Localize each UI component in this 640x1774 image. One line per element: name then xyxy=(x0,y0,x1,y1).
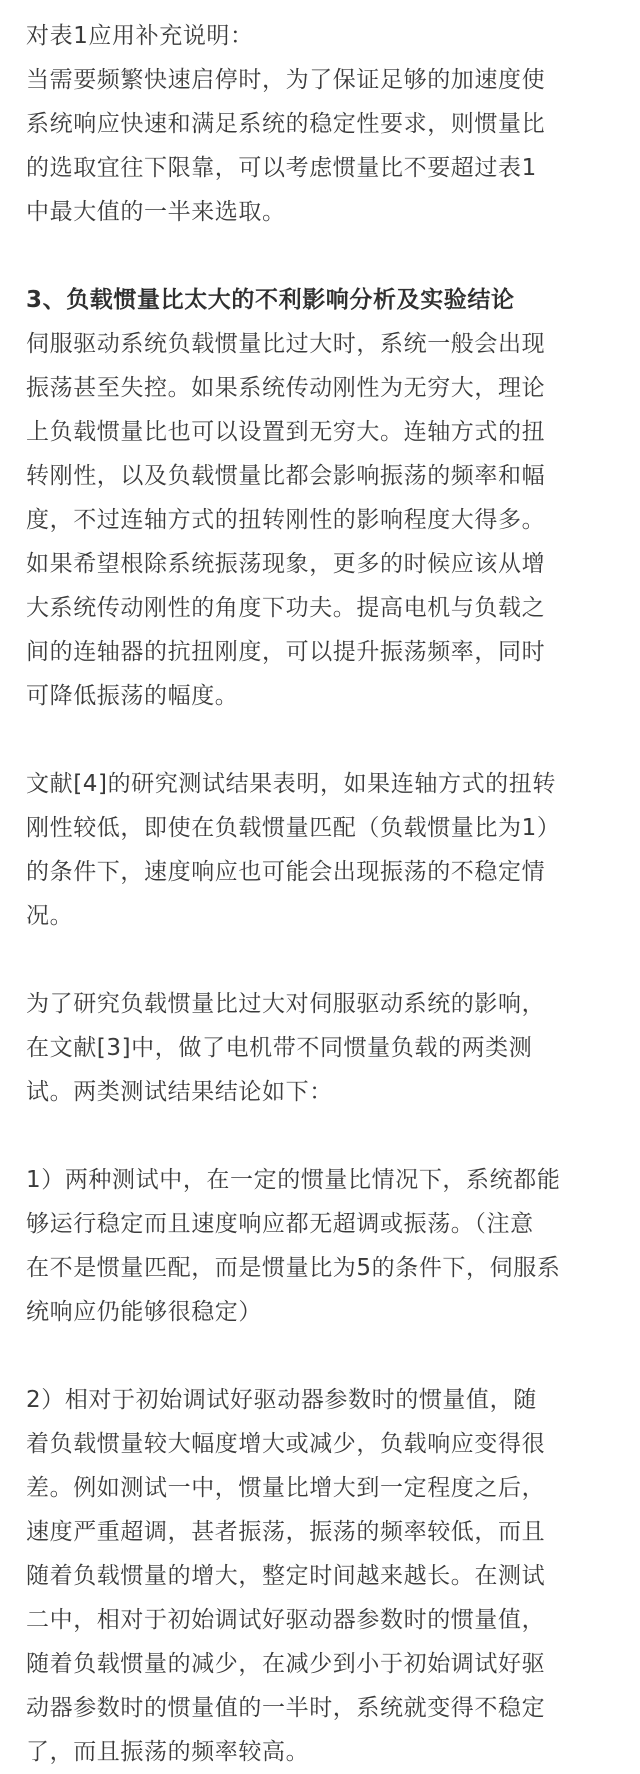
text-line: 刚性较低，即使在负载惯量匹配（负载惯量比为1） xyxy=(26,815,561,841)
text-line: 动器参数时的惯量值的一半时，系统就变得不稳定 xyxy=(26,1695,546,1721)
paragraph-gap xyxy=(26,938,626,982)
conclusion-1 xyxy=(26,1158,626,1334)
reference-3-paragraph xyxy=(26,982,626,1114)
text-line: 间的连轴器的抗扭刚度，可以提升振荡频率，同时 xyxy=(26,639,546,665)
text-line: 1）两种测试中，在一定的惯量比情况下，系统都能 xyxy=(26,1167,561,1193)
reference-4-paragraph xyxy=(26,762,626,938)
text-line: 度，不过连轴方式的扭转刚性的影响程度大得多。 xyxy=(26,507,546,533)
text-line: 随着负载惯量的增大，整定时间越来越长。在测试 xyxy=(26,1563,546,1589)
text-line: 况。 xyxy=(26,903,74,929)
text-line: 的条件下，速度响应也可能会出现振荡的不稳定情 xyxy=(26,859,546,885)
text-line: 统响应仍能够很稳定） xyxy=(26,1299,262,1325)
text-line: 大系统传动刚性的角度下功夫。提高电机与负载之 xyxy=(26,595,546,621)
text-line: 可降低振荡的幅度。 xyxy=(26,683,239,709)
text-line: 速度严重超调，甚者振荡，振荡的频率较低，而且 xyxy=(26,1519,546,1545)
text-line: 转刚性，以及负载惯量比都会影响振荡的频率和幅 xyxy=(26,463,546,489)
text-line: 如果希望根除系统振荡现象，更多的时候应该从增 xyxy=(26,551,546,577)
text-line: 在文献[3]中，做了电机带不同惯量负载的两类测 xyxy=(26,1035,533,1061)
text-line: 随着负载惯量的减少，在减少到小于初始调试好驱 xyxy=(26,1651,546,1677)
text-line: 伺服驱动系统负载惯量比过大时，系统一般会出现 xyxy=(26,331,546,357)
paragraph-gap xyxy=(26,234,626,278)
text-line: 2）相对于初始调试好驱动器参数时的惯量值，随 xyxy=(26,1387,537,1413)
paragraph-gap xyxy=(26,1334,626,1378)
text-line: 试。两类测试结果结论如下： xyxy=(26,1079,333,1105)
supplement-note xyxy=(26,14,626,234)
text-line: 对表1应用补充说明： xyxy=(26,23,254,49)
paragraph-gap xyxy=(26,718,626,762)
text-line: 系统响应快速和满足系统的稳定性要求，则惯量比 xyxy=(26,111,546,137)
text-line: 着负载惯量较大幅度增大或减少，负载响应变得很 xyxy=(26,1431,546,1457)
text-line: 的选取宜往下限靠，可以考虑惯量比不要超过表1 xyxy=(26,155,537,181)
article-body xyxy=(26,14,626,1774)
section-heading: 3、负载惯量比太大的不利影响分析及实验结论 xyxy=(26,287,515,313)
text-line: 振荡甚至失控。如果系统传动刚性为无穷大，理论 xyxy=(26,375,546,401)
text-line: 够运行稳定而且速度响应都无超调或振荡。（注意 xyxy=(26,1211,534,1237)
text-line: 文献[4]的研究测试结果表明，如果连轴方式的扭转 xyxy=(26,771,556,797)
text-line: 二中，相对于初始调试好驱动器参数时的惯量值， xyxy=(26,1607,546,1633)
text-line: 中最大值的一半来选取。 xyxy=(26,199,286,225)
text-line: 了，而且振荡的频率较高。 xyxy=(26,1739,310,1765)
conclusion-2 xyxy=(26,1378,626,1774)
text-line: 上负载惯量比也可以设置到无穷大。连轴方式的扭 xyxy=(26,419,546,445)
text-line: 在不是惯量匹配，而是惯量比为5的条件下，伺服系 xyxy=(26,1255,561,1281)
paragraph-gap xyxy=(26,1114,626,1158)
section-3 xyxy=(26,278,626,718)
text-line: 当需要频繁快速启停时，为了保证足够的加速度使 xyxy=(26,67,546,93)
text-line: 差。例如测试一中，惯量比增大到一定程度之后， xyxy=(26,1475,546,1501)
text-line: 为了研究负载惯量比过大对伺服驱动系统的影响， xyxy=(26,991,546,1017)
